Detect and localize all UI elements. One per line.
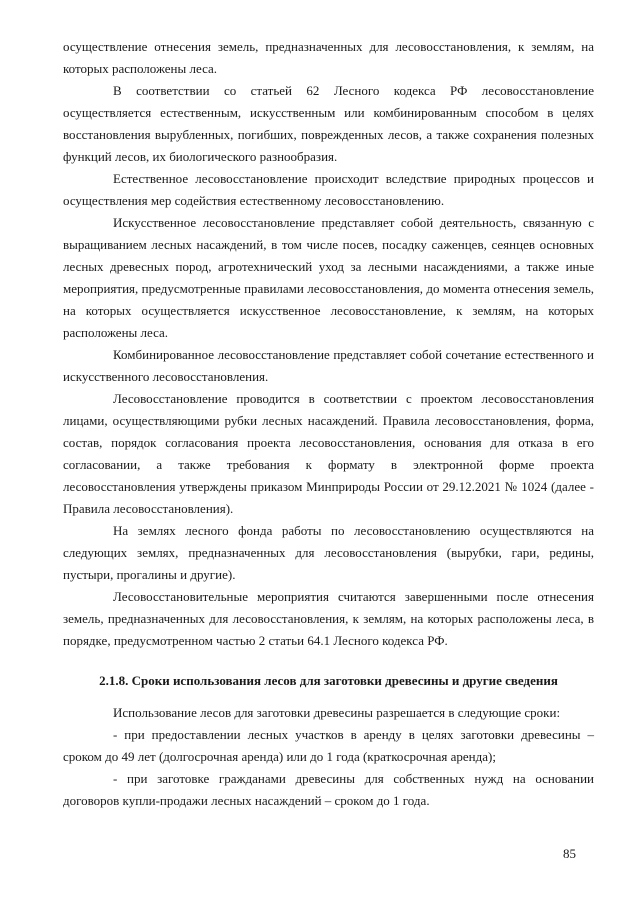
paragraph-combined-reforestation: Комбинированное лесовосстановление представляет собой сочетание естественного и искусственного лесовосстановления. xyxy=(63,347,594,384)
page-content xyxy=(63,36,594,812)
page-number: 85 xyxy=(563,846,576,861)
paragraph-continuation: осуществление отнесения земель, предназначенных для лесовосстановления, к землям, на которых расположены леса. xyxy=(63,39,594,76)
list-item-own-needs-term: - при заготовке гражданами древесины для собственных нужд на основании договоров купли-продажи лесных насаждений – сроком до 1 года. xyxy=(63,771,594,808)
paragraph-natural-reforestation: Естественное лесовосстановление происходит вследствие природных процессов и осуществления мер содействия естественному лесовосстановлению. xyxy=(63,171,594,208)
paragraph-artificial-reforestation: Искусственное лесовосстановление представляет собой деятельность, связанную с выращиванием лесных насаждений, в том числе посев, посадку саженцев, сеянцев основных лесных древесных пород, агротехнический уход за лесными насаждениями, а также иные мероприятия, предусмотренные правилами лесовосстановления, до момента отнесения земель, на которых осуществляется искусственное лесовосстановление, к землям, на которых расположены леса. xyxy=(63,215,594,340)
paragraph-article-62: В соответствии со статьей 62 Лесного кодекса РФ лесовосстановление осуществляется естественным, искусственным или комбинированным способом в целях восстановления вырубленных, погибших, поврежденных лесов, а также сохранения полезных функций лесов, их биологического разнообразия. xyxy=(63,83,594,164)
paragraph-terms-intro: Использование лесов для заготовки древесины разрешается в следующие сроки: xyxy=(113,705,561,720)
paragraph-reforestation-project: Лесовосстановление проводится в соответствии с проектом лесовосстановления лицами, осуществляющими рубки лесных насаждений. Правила лесовосстановления, форма, состав, порядок согласования проекта лесовосстановления, основания для отказа в его согласовании, а также требования к формату в электронной форме проекта лесовосстановления утверждены приказом Минприроды России от 29.12.2021 № 1024 (далее - Правила лесовосстановления). xyxy=(63,391,594,516)
section-heading: 2.1.8. Сроки использования лесов для заготовки древесины и другие сведения xyxy=(99,673,558,688)
list-item-lease-term: - при предоставлении лесных участков в аренду в целях заготовки древесины – сроком до 49 лет (долгосрочная аренда) или до 1 года (краткосрочная аренда); xyxy=(63,727,594,764)
paragraph-forest-fund-lands: На землях лесного фонда работы по лесовосстановлению осуществляются на следующих землях, предназначенных для лесовосстановления (вырубки, гари, редины, пустыри, прогалины и другие). xyxy=(63,523,594,582)
paragraph-completion: Лесовосстановительные мероприятия считаются завершенными после отнесения земель, предназначенных для лесовосстановления, к землям, на которых расположены леса, в порядке, предусмотренном частью 2 статьи 64.1 Лесного кодекса РФ. xyxy=(63,589,594,648)
